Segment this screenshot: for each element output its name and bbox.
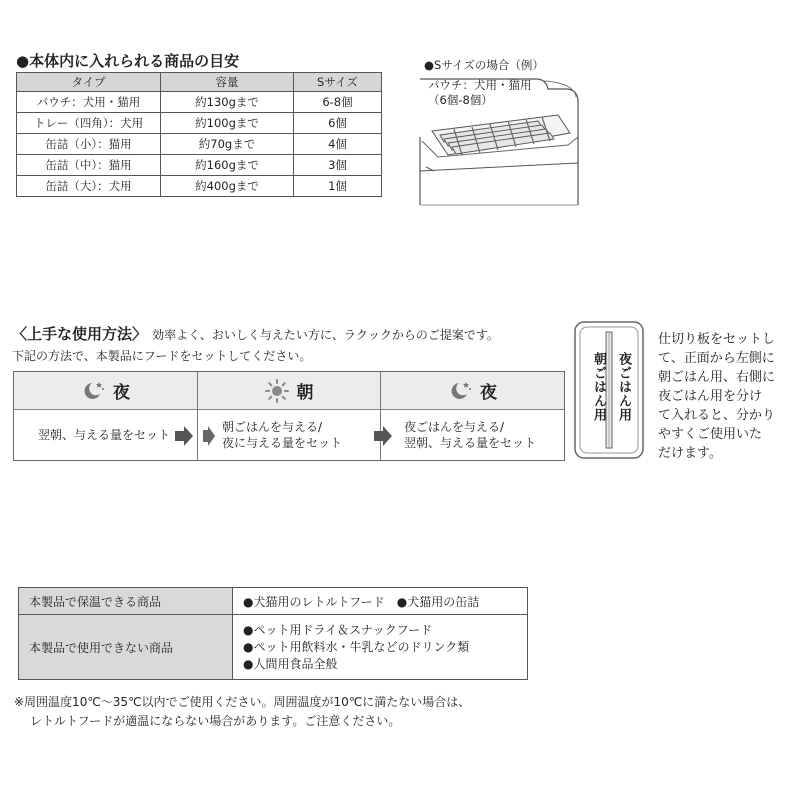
usage-heading-sub: 効率よく、おいしく与えたい方に、ラクックからのご提案です。 bbox=[152, 328, 499, 342]
column-header-capacity: 容量 bbox=[161, 73, 294, 92]
step-night-line1: 翌朝、与える量をセット bbox=[38, 428, 171, 442]
table-row bbox=[17, 113, 382, 134]
usage-heading bbox=[12, 323, 499, 344]
description-line: 朝ごはん用、右側に bbox=[658, 370, 776, 385]
step-morning-header bbox=[198, 372, 380, 410]
table-row bbox=[17, 155, 382, 176]
step-morning-text bbox=[222, 410, 342, 460]
usage-subtitle: 下記の方法で、本製品にフードをセットしてください。 bbox=[12, 349, 312, 363]
description-line: て、正面から左側に bbox=[658, 351, 775, 366]
capacity-table bbox=[16, 72, 382, 197]
s-size-title: ●Sサイズの場合（例） bbox=[424, 58, 544, 72]
arrow-right-icon bbox=[174, 426, 194, 446]
arrow-right-icon bbox=[373, 426, 393, 446]
step-night2-header bbox=[381, 372, 564, 410]
usage-heading-title: 〈上手な使用方法〉 bbox=[12, 325, 148, 343]
description-line: だけます。 bbox=[658, 446, 722, 461]
table-row bbox=[17, 92, 382, 113]
cell-capacity: 約400gまで bbox=[161, 176, 294, 197]
sun-icon bbox=[265, 379, 289, 403]
column-header-s-size: Sサイズ bbox=[294, 73, 382, 92]
caution-note bbox=[14, 693, 470, 731]
s-size-caption-line2: （6個-8個） bbox=[428, 93, 493, 107]
table-header-row bbox=[17, 73, 382, 92]
step-morning-label: 朝 bbox=[296, 383, 314, 403]
ng-products-items bbox=[233, 615, 528, 680]
cell-count: 4個 bbox=[294, 134, 382, 155]
s-size-caption bbox=[428, 78, 532, 108]
description-line: 仕切り板をセットし bbox=[658, 332, 776, 347]
cell-count: 1個 bbox=[294, 176, 382, 197]
cell-capacity: 約70gまで bbox=[161, 134, 294, 155]
cell-type: 缶詰（中）：猫用 bbox=[17, 155, 161, 176]
step-night-header bbox=[14, 372, 197, 410]
morning-label: 朝ごはん用 bbox=[591, 352, 606, 422]
cell-capacity: 約130gまで bbox=[161, 92, 294, 113]
step-night2-label: 夜 bbox=[480, 383, 497, 403]
step-morning-line1: 朝ごはんを与える/ bbox=[222, 420, 323, 434]
product-table bbox=[18, 587, 528, 680]
list-item: ●人間用食品全般 bbox=[243, 656, 338, 671]
cell-capacity: 約160gまで bbox=[161, 155, 294, 176]
cell-count: 6個 bbox=[294, 113, 382, 134]
note-line2: レトルトフードが適温にならない場合があります。ご注意ください。 bbox=[30, 714, 401, 728]
table-row bbox=[19, 615, 528, 680]
column-divider bbox=[380, 372, 381, 460]
ok-products-label: 本製品で保温できる商品 bbox=[19, 588, 233, 615]
step-night2-line2: 翌朝、与える量をセット bbox=[404, 436, 537, 450]
step-night-text bbox=[38, 410, 170, 460]
step-night2-line1: 夜ごはんを与える/ bbox=[404, 420, 505, 434]
s-size-caption-line1: パウチ：犬用・猫用 bbox=[428, 78, 532, 92]
cell-type: トレー（四角）：犬用 bbox=[17, 113, 161, 134]
column-header-type: タイプ bbox=[17, 73, 161, 92]
step-night-label: 夜 bbox=[113, 383, 130, 403]
tray-divider-diagram bbox=[573, 320, 645, 460]
cell-type: 缶詰（大）：犬用 bbox=[17, 176, 161, 197]
table-row bbox=[19, 588, 528, 615]
table-row bbox=[17, 176, 382, 197]
moon-stars-icon bbox=[448, 380, 472, 402]
ng-products-label: 本製品で使用できない商品 bbox=[19, 615, 233, 680]
divider-description bbox=[658, 330, 775, 463]
note-line1: ※周囲温度10℃〜35℃以内でご使用ください。周囲温度が10℃に満たない場合は、 bbox=[14, 695, 471, 709]
evening-label: 夜ごはん用 bbox=[616, 352, 631, 422]
list-item: ●ペット用ドライ＆スナックフード bbox=[243, 622, 433, 637]
table-row bbox=[17, 134, 382, 155]
usage-flow-table bbox=[13, 371, 565, 461]
cell-count: 6-8個 bbox=[294, 92, 382, 113]
cell-type: パウチ：犬用・猫用 bbox=[17, 92, 161, 113]
description-line: て入れると、分かり bbox=[658, 408, 776, 423]
arrow-right-icon bbox=[202, 426, 216, 446]
step-morning-line2: 夜に与える量をセット bbox=[222, 436, 343, 450]
capacity-title: ●本体内に入れられる商品の目安 bbox=[16, 52, 240, 70]
list-item: ●ペット用飲料水・牛乳などのドリンク類 bbox=[243, 639, 470, 654]
moon-stars-icon bbox=[81, 380, 105, 402]
description-line: 夜ごはん用を分け bbox=[658, 389, 763, 404]
step-night2-text bbox=[404, 410, 536, 460]
description-line: やすくご使用いた bbox=[658, 427, 763, 442]
column-divider bbox=[197, 372, 198, 460]
cell-count: 3個 bbox=[294, 155, 382, 176]
cell-capacity: 約100gまで bbox=[161, 113, 294, 134]
cell-type: 缶詰（小）：猫用 bbox=[17, 134, 161, 155]
ok-products-items: ●犬猫用のレトルトフード ●犬猫用の缶詰 bbox=[233, 588, 528, 615]
